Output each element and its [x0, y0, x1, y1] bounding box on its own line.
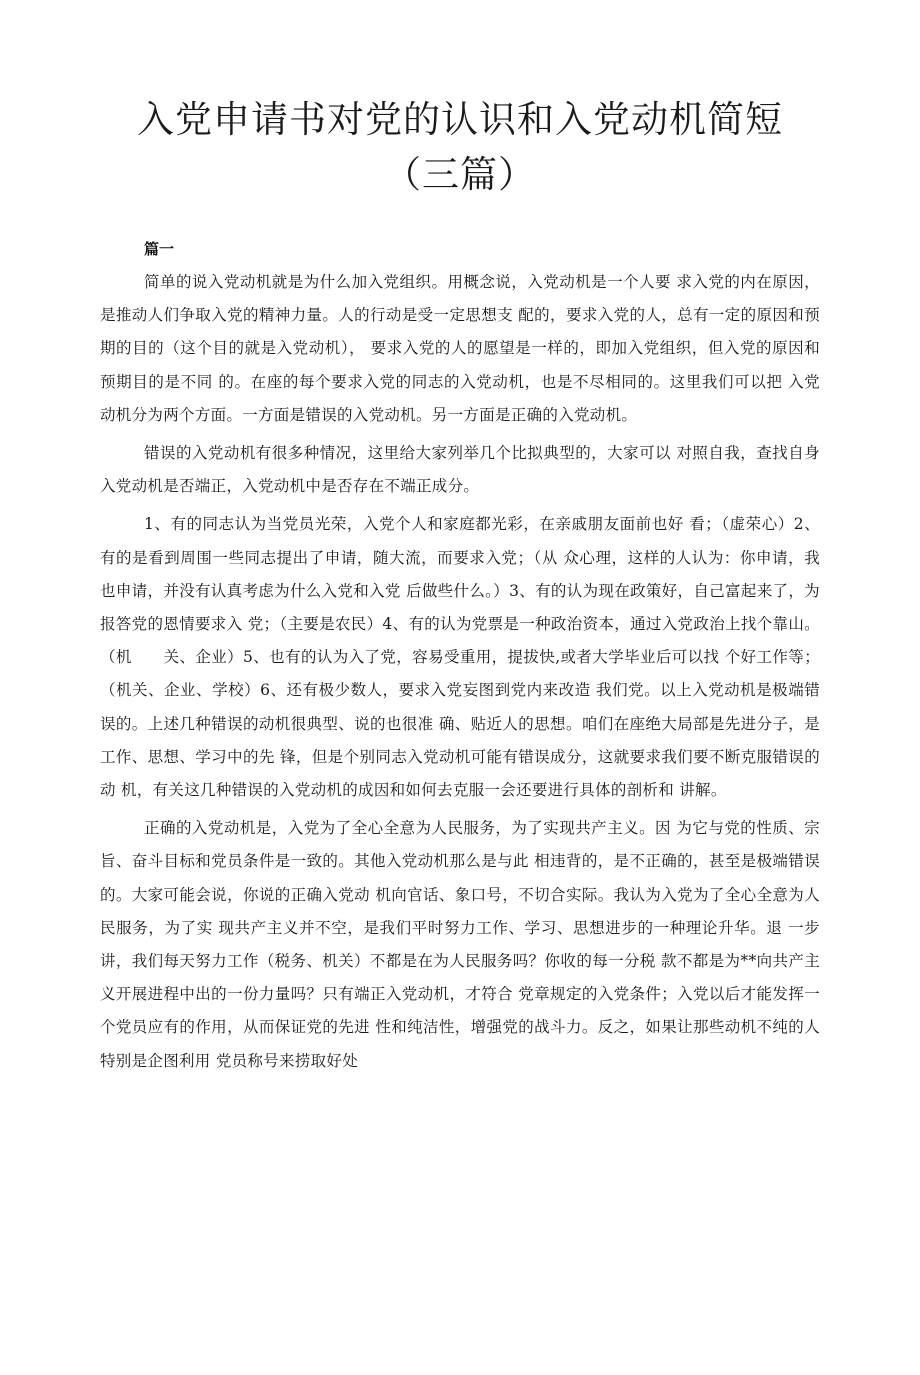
- paragraph-2: 错误的入党动机有很多种情况，这里给大家列举几个比拟典型的，大家可以 对照自我，查找自身入党动机是否端正，入党动机中是否存在不端正成分。: [100, 444, 820, 496]
- paragraph-3: 1、有的同志认为当党员光荣，入党个人和家庭都光彩，在亲戚朋友面前也好 看；（虚荣心）2、有的是看到周围一些同志提出了申请，随大流，而要求入党；（从 众心理，这样的人认为：你申请，我也申请，并没有认真考虑为什么入党和入党 后做些什么。）3、有的认为现在政策好，自己富起来了，为报答党的恩情要求入 党；（主要是农民）4、有的认为党票是一种政治资本，通过入党政治上找个靠山。（机 关、企业）5、也有的认为入了党，容易受重用，提拔快,或者大学毕业后可以找 个好工作等；（机关、企业、学校）6、还有极少数人，要求入党妄图到党内来改造 我们党。以上入党动机是极端错误的。上述几种错误的动机很典型、说的也很准 确、贴近人的思想。咱们在座绝大局部是先进分子，是工作、思想、学习中的先 锋，但是个别同志入党动机可能有错误成分，这就要求我们要不断克服错误的动 机，有关这几种错误的入党动机的成因和如何去克服一会还要进行具体的剖析和 讲解。: [100, 515, 820, 800]
- paragraph-4: 正确的入党动机是，入党为了全心全意为人民服务，为了实现共产主义。因 为它与党的性质、宗旨、奋斗目标和党员条件是一致的。其他入党动机那么是与此 相违背的，是不正确的，甚至是极端错误的。大家可能会说，你说的正确入党动 机向官话、象口号，不切合实际。我认为入党为了全心全意为人民服务，为了实 现共产主义并不空，是我们平时努力工作、学习、思想进步的一种理论升华。退 一步讲，我们每天努力工作（税务、机关）不都是在为人民服务吗？你收的每一分税 款不都是为**向共产主义开展进程中出的一份力量吗？只有端正入党动机，才符合 党章规定的入党条件；入党以后才能发挥一个党员应有的作用，从而保证党的先进 性和纯洁性，增强党的战斗力。反之，如果让那些动机不纯的人特别是企图利用 党员称号来捞取好处: [100, 819, 820, 1070]
- paragraph-1: 简单的说入党动机就是为什么加入党组织。用概念说，入党动机是一个人要 求入党的内在原因，是推动人们争取入党的精神力量。人的行动是受一定思想支 配的，要求入党的人，总有一定的原因和预期的目的（这个目的就是入党动机）， 要求入党的人的愿望是一样的，即加入党组织，但入党的原因和预期目的是不同 的。在座的每个要求入党的同志的入党动机，也是不尽相同的。这里我们可以把 入党动机分为两个方面。一方面是错误的入党动机。另一方面是正确的入党动机。: [100, 273, 820, 424]
- document-title: 入党申请书对党的认识和入党动机简短（三篇）: [137, 98, 783, 196]
- section-heading: 篇一: [144, 240, 175, 258]
